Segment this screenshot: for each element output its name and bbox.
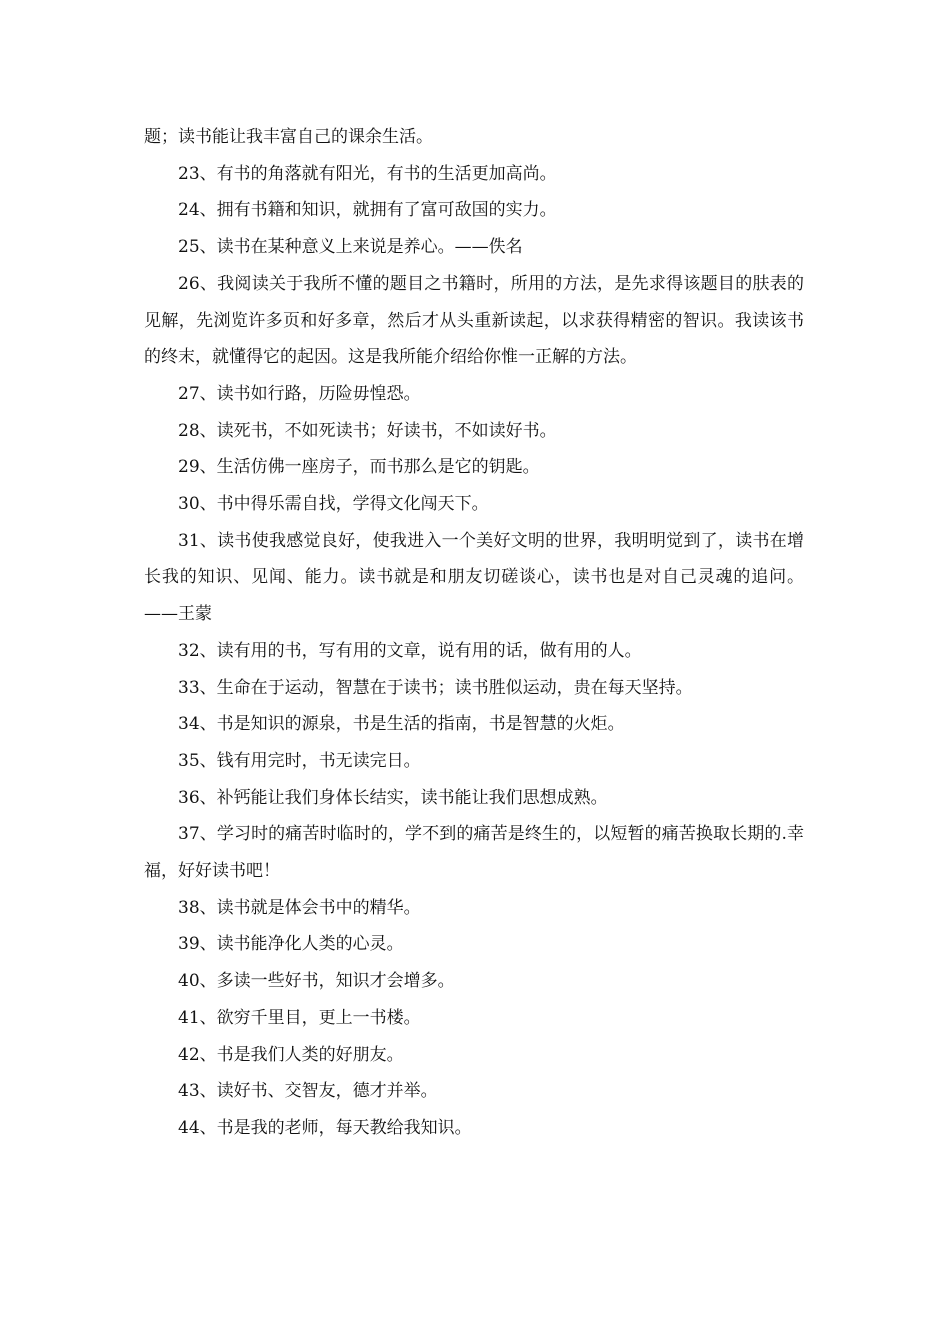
- quote-item-36: 36、补钙能让我们身体长结实，读书能让我们思想成熟。: [178, 787, 608, 808]
- quote-item-43: 43、读好书、交智友，德才并举。: [178, 1081, 438, 1102]
- quote-item-31: 31、读书使我感觉良好，使我进入一个美好文明的世界，我明明觉到了，读书在增长我的知识、见闻、能力。读书就是和朋友切磋谈心，读书也是对自己灵魂的追问。——王蒙: [144, 530, 804, 625]
- quote-item-23: 23、有书的角落就有阳光，有书的生活更加高尚。: [178, 163, 557, 184]
- quote-item-28: 28、读死书，不如死读书；好读书，不如读好书。: [178, 420, 557, 441]
- quote-item-37: 37、学习时的痛苦时临时的，学不到的痛苦是终生的，以短暂的痛苦换取长期的.幸福，好好读书吧！: [144, 824, 804, 882]
- quote-item-33: 33、生命在于运动，智慧在于读书；读书胜似运动，贵在每天坚持。: [178, 677, 693, 698]
- quote-item-42: 42、书是我们人类的好朋友。: [178, 1044, 404, 1065]
- quote-item-41: 41、欲穷千里目，更上一书楼。: [178, 1007, 421, 1028]
- quote-item-25: 25、读书在某种意义上来说是养心。——佚名: [178, 237, 523, 258]
- paragraph-continuation: 题；读书能让我丰富自己的课余生活。: [144, 127, 433, 147]
- quote-item-39: 39、读书能净化人类的心灵。: [178, 934, 404, 955]
- quote-item-32: 32、读有用的书，写有用的文章，说有用的话，做有用的人。: [178, 640, 642, 661]
- quote-item-34: 34、书是知识的源泉，书是生活的指南，书是智慧的火炬。: [178, 714, 625, 735]
- quote-item-44: 44、书是我的老师，每天教给我知识。: [178, 1117, 472, 1138]
- quote-item-30: 30、书中得乐需自找，学得文化闯天下。: [178, 494, 489, 515]
- quote-item-35: 35、钱有用完时，书无读完日。: [178, 750, 421, 771]
- document-body: [144, 119, 804, 1147]
- quote-item-40: 40、多读一些好书，知识才会增多。: [178, 971, 455, 992]
- quote-item-38: 38、读书就是体会书中的精华。: [178, 897, 421, 918]
- quote-item-27: 27、读书如行路，历险毋惶恐。: [178, 383, 421, 404]
- quote-item-26: 26、我阅读关于我所不懂的题目之书籍时，所用的方法，是先求得该题目的肤表的见解，先浏览许多页和好多章，然后才从头重新读起，以求获得精密的智识。我读该书的终末，就懂得它的起因。这是我所能介绍给你惟一正解的方法。: [144, 273, 804, 368]
- quote-item-29: 29、生活仿佛一座房子，而书那么是它的钥匙。: [178, 457, 540, 478]
- quote-item-24: 24、拥有书籍和知识，就拥有了富可敌国的实力。: [178, 200, 557, 221]
